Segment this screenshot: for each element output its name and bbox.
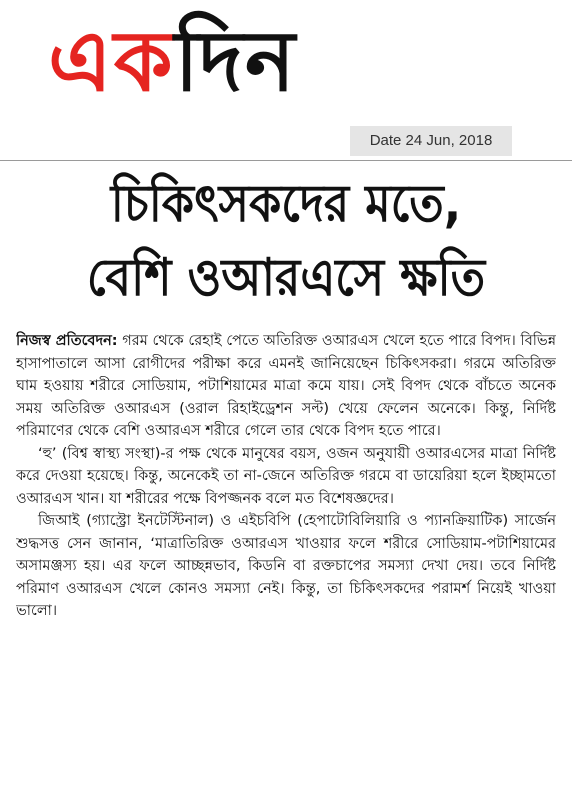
logo-part-red: এক xyxy=(48,12,175,110)
logo-part-black: দিন xyxy=(174,12,297,110)
byline: নিজস্ব প্রতিবেদন: xyxy=(16,333,118,349)
date-badge: Date 24 Jun, 2018 xyxy=(350,126,512,156)
article-paragraph-3: জিআই (গ্যাস্ট্রো ইনটেস্টিনাল) ও এইচবিপি (হেপাটোবিলিয়ারি ও প্যানক্রিয়াটিক) সার্জেন শুদ্ধসত্ত সেন জানান, ‘মাত্রাতিরিক্ত ওআরএস খাওয়ার ফলে শরীরে সোডিয়াম-পটাশিয়ামের অসামঞ্জস্য হয়। এর ফলে আচ্ছন্নভাব, কিডনি বা রক্তচাপের সমস্যা দেখা দেয়। তবে নির্দিষ্ট পরিমাণ ওআরএস খেলে কোনও সমস্যা নেই। কিন্তু, তা চিকিৎসকদের পরামর্শ নিয়েই খাওয়া ভালো। xyxy=(16,513,556,619)
article-paragraph-2: ‘হু’ (বিশ্ব স্বাস্থ্য সংস্থা)-র পক্ষ থেকে মানুষের বয়স, ওজন অনুযায়ী ওআরএসের মাত্রা নির্দিষ্ট করে দেওয়া হয়েছে। কিন্তু, অনেকেই তা না-জেনে অতিরিক্ত গরমে বা ডায়েরিয়া হলে ইচ্ছামতো ওআরএস খান। যা শরীরের পক্ষে বিপজ্জনক বলে মত বিশেষজ্ঞদের। xyxy=(16,445,556,507)
article-body xyxy=(16,330,556,794)
article-paragraph-1 xyxy=(16,330,556,443)
headline-line-2: বেশি ওআরএসে ক্ষতি xyxy=(86,246,486,308)
newspaper-logo xyxy=(48,6,524,116)
headline-line-1: চিকিৎসকদের মতে, xyxy=(110,172,462,234)
masthead xyxy=(0,0,572,160)
headline xyxy=(14,166,558,314)
paragraph-1-text: গরম থেকে রেহাই পেতে অতিরিক্ত ওআরএস খেলে হতে পারে বিপদ। বিভিন্ন হাসাপাতালে আসা রোগীদের পরীক্ষা করে এমনই জানিয়েছেন চিকিৎসকরা। গরমে অতিরিক্ত ঘাম হওয়ায় শরীরে সোডিয়াম, পটাশিয়ামের মাত্রা কমে যায়। সেই বিপদ থেকে বাঁচতে অনেক সময় অতিরিক্ত ওআরএস (ওরাল রিহাইড্রেশন সল্ট) খেয়ে ফেলেন অনেকে। কিন্তু, নির্দিষ্ট পরিমাণের থেকে বেশি ওআরএস শরীরে গেলে তার থেকে বিপদ হতে পারে। xyxy=(16,333,556,439)
